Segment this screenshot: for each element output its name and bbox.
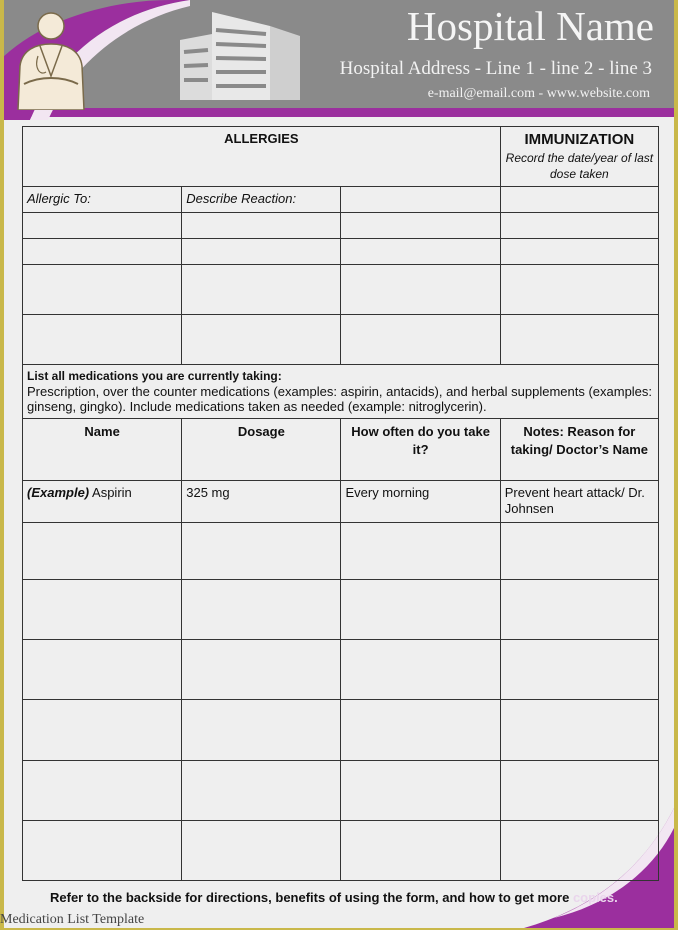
medication-dosage-field[interactable] [182, 640, 341, 700]
medication-notes-field[interactable] [500, 761, 658, 821]
allergy-field[interactable] [182, 239, 341, 265]
medication-frequency-field[interactable] [341, 821, 500, 881]
example-notes: Prevent heart attack/ Dr. Johnsen [500, 481, 658, 523]
allergic-to-label: Allergic To: [23, 187, 182, 213]
form-page [4, 0, 674, 928]
medication-row [23, 761, 659, 821]
hospital-name: Hospital Name [406, 3, 654, 49]
medication-frequency-field[interactable] [341, 523, 500, 580]
medication-notes-field[interactable] [500, 700, 658, 761]
medications-intro-text: Prescription, over the counter medications (examples: aspirin, antacids), and herbal supplements (examples: ginseng, gingko). Include medications taken as needed (example: nitroglycerin). [27, 384, 653, 414]
medication-frequency-field[interactable] [341, 640, 500, 700]
example-name-cell [23, 481, 182, 523]
example-frequency: Every morning [341, 481, 500, 523]
immunization-field[interactable] [500, 187, 658, 213]
medication-name-field[interactable] [23, 700, 182, 761]
medication-name-field[interactable] [23, 580, 182, 640]
medication-row [23, 580, 659, 640]
immunization-heading: IMMUNIZATION [524, 131, 635, 148]
hospital-contact: e-mail@email.com - www.website.com [427, 86, 650, 101]
watermark-caption: Medication List Template [0, 912, 145, 927]
allergy-field[interactable] [23, 213, 182, 239]
example-name: Aspirin [89, 485, 132, 500]
medication-frequency-field[interactable] [341, 700, 500, 761]
immunization-field[interactable] [500, 315, 658, 365]
medication-dosage-field[interactable] [182, 580, 341, 640]
immunization-instruction: Record the date/year of last dose taken [505, 151, 654, 181]
medication-form-table [22, 126, 659, 881]
allergy-field[interactable] [182, 315, 341, 365]
hospital-address: Hospital Address - Line 1 - line 2 - line 3 [339, 58, 652, 79]
allergy-field[interactable] [341, 239, 500, 265]
column-header-name: Name [23, 419, 182, 481]
medication-dosage-field[interactable] [182, 700, 341, 761]
example-row [23, 481, 659, 523]
column-header-notes: Notes: Reason for taking/ Doctor’s Name [500, 419, 658, 481]
column-header-dosage: Dosage [182, 419, 341, 481]
describe-reaction-label: Describe Reaction: [182, 187, 341, 213]
medications-instructions [23, 365, 659, 419]
medication-name-field[interactable] [23, 640, 182, 700]
medication-name-field[interactable] [23, 761, 182, 821]
doctor-icon [10, 6, 92, 110]
medication-frequency-field[interactable] [341, 580, 500, 640]
medication-row [23, 821, 659, 881]
immunization-field[interactable] [500, 265, 658, 315]
medication-notes-field[interactable] [500, 821, 658, 881]
footer-text: Refer to the backside for directions, benefits of using the form, and how to get more [50, 890, 573, 905]
allergy-field[interactable] [341, 315, 500, 365]
allergy-field[interactable] [341, 265, 500, 315]
medication-dosage-field[interactable] [182, 761, 341, 821]
medication-frequency-field[interactable] [341, 761, 500, 821]
allergy-field[interactable] [341, 187, 500, 213]
medication-dosage-field[interactable] [182, 523, 341, 580]
immunization-field[interactable] [500, 213, 658, 239]
allergy-field[interactable] [182, 213, 341, 239]
allergy-field[interactable] [341, 213, 500, 239]
medication-row [23, 523, 659, 580]
medication-name-field[interactable] [23, 821, 182, 881]
building-icon [174, 6, 304, 100]
medication-dosage-field[interactable] [182, 821, 341, 881]
column-header-frequency: How often do you take it? [341, 419, 500, 481]
example-prefix: (Example) [27, 485, 90, 500]
example-dosage: 325 mg [182, 481, 341, 523]
medication-notes-field[interactable] [500, 523, 658, 580]
allergies-heading: ALLERGIES [23, 127, 501, 187]
medication-row [23, 700, 659, 761]
allergy-field[interactable] [23, 315, 182, 365]
medication-name-field[interactable] [23, 523, 182, 580]
immunization-field[interactable] [500, 239, 658, 265]
medication-notes-field[interactable] [500, 580, 658, 640]
allergy-field[interactable] [182, 265, 341, 315]
medications-intro-heading: List all medications you are currently taking: [27, 369, 282, 383]
footer-note [50, 890, 618, 905]
medication-row [23, 640, 659, 700]
medication-notes-field[interactable] [500, 640, 658, 700]
immunization-heading-cell [500, 127, 658, 187]
allergy-field[interactable] [23, 239, 182, 265]
footer-highlight: copies. [572, 890, 618, 905]
allergy-field[interactable] [23, 265, 182, 315]
